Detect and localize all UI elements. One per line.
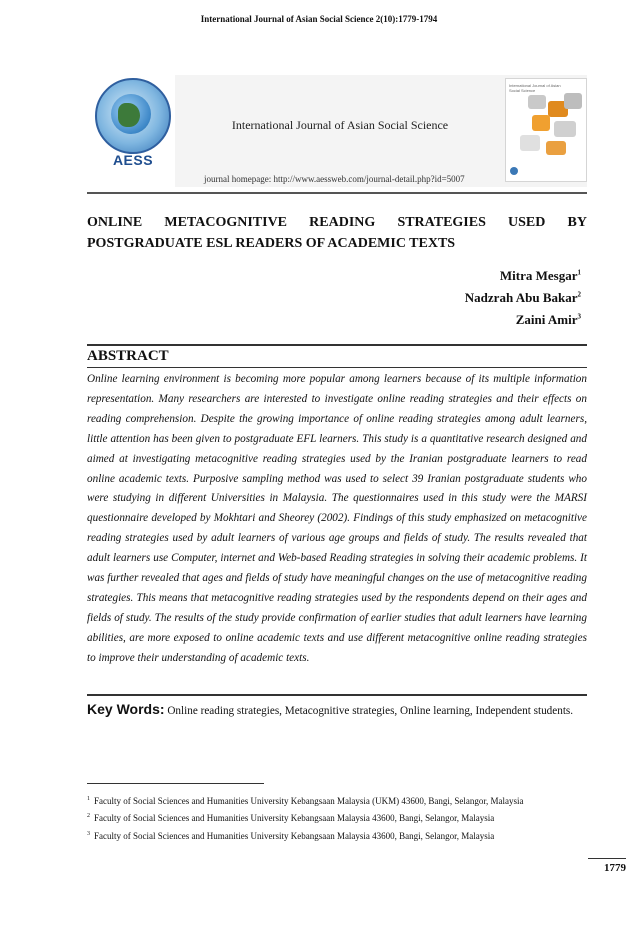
puzzle-piece [528, 95, 546, 109]
footnote-number: 2 [87, 813, 90, 819]
title-line-2: POSTGRADUATE ESL READERS OF ACADEMIC TEXTS [87, 236, 456, 251]
puzzle-piece [564, 93, 582, 109]
abstract-rule [87, 694, 587, 696]
abstract-rule [87, 344, 587, 346]
footnote [87, 831, 597, 841]
title-word: ONLINE [87, 215, 143, 230]
footnote-number: 1 [87, 796, 90, 802]
author-affiliation-mark: 2 [577, 290, 581, 299]
continent-shape [118, 103, 140, 127]
journal-title: International Journal of Asian Social Science [231, 118, 449, 132]
cover-title: International Journal of Asian Social Science [509, 83, 561, 93]
title-line-1 [87, 212, 587, 233]
page-number-rule [588, 858, 626, 859]
footnote-text: Faculty of Social Sciences and Humanities University Kebangsaan Malaysia (UKM) 43600, Bangi, Selangor, Malaysia [94, 796, 524, 806]
author-affiliation-mark: 1 [577, 268, 581, 277]
author [500, 268, 581, 284]
footnote [87, 796, 597, 806]
footnote [87, 813, 597, 823]
running-header: International Journal of Asian Social Science 2(10):1779-1794 [200, 14, 438, 24]
puzzle-piece [520, 135, 540, 151]
author-name: Zaini Amir [515, 312, 578, 327]
title-word: USED [508, 215, 546, 230]
author-name: Mitra Mesgar [499, 268, 578, 283]
author-affiliation-mark: 3 [577, 312, 581, 321]
logo-text: AESS [112, 152, 154, 168]
author [516, 312, 581, 328]
title-word: READING [309, 215, 376, 230]
abstract-heading: ABSTRACT [87, 348, 169, 364]
title-word: BY [567, 215, 587, 230]
header-rule [87, 192, 587, 194]
title-word: STRATEGIES [397, 215, 486, 230]
author [465, 290, 581, 306]
abstract-rule [87, 367, 587, 368]
page-number: 1779 [604, 862, 626, 874]
puzzle-piece [532, 115, 550, 131]
keywords [87, 700, 587, 721]
keywords-text: Online reading strategies, Metacognitive strategies, Online learning, Independent students. [167, 705, 574, 717]
title-word: METACOGNITIVE [164, 215, 288, 230]
cover-logo-dot [510, 167, 518, 175]
journal-homepage[interactable]: journal homepage: http://www.aessweb.com/journal-detail.php?id=5007 [204, 174, 465, 184]
footnote-text: Faculty of Social Sciences and Humanities University Kebangsaan Malaysia 43600, Bangi, Selangor, Malaysia [94, 831, 495, 841]
journal-cover-thumbnail [505, 78, 587, 182]
keywords-label: Key Words: [87, 701, 165, 717]
puzzle-piece [546, 141, 566, 155]
footnote-rule [87, 783, 264, 784]
puzzle-piece [554, 121, 576, 137]
paper-title [87, 212, 587, 254]
footnote-number: 3 [87, 831, 90, 837]
abstract-text: Online learning environment is becoming more popular among learners because of its multiple information representation. Many researchers are interested to investigate online reading strategies and their effects on reading comprehension. Despite the growing importance of online reading strategies among adult learners, little attention has been given to postgraduate EFL learners. This study is a quantitative research designed and aimed at investigating metacognitive reading strategies used by the Iranian postgraduate learners to read online academic texts. Purposive sampling method was used to select 39 Iranian postgraduate students who were studying in different Universities in Malaysia. The questionnaires used in this study were the MARSI questionnaire developed by Mokhtari and Sheorey (2002). Findings of this study emphasized on metacognitive reading strategies used by adult learners of various age groups and fields of study. The results revealed that adult learners use Computer, internet and Web-based Reading strategies in solving their academic problems. It was further revealed that ages and fields of study have meaningful changes on the use of metacognitive reading strategies. This means that metacognitive reading strategies used by the respondents depend on their ages and fields of study. The results of the study provide confirmation of earlier studies that adult learners have learning abilities, are more exposed to online academic texts and use different metacognitive online reading strategies to improve their understanding of academic texts. [87, 373, 587, 664]
footnote-text: Faculty of Social Sciences and Humanities University Kebangsaan Malaysia 43600, Bangi, Selangor, Malaysia [94, 813, 495, 823]
author-name: Nadzrah Abu Bakar [464, 290, 578, 305]
